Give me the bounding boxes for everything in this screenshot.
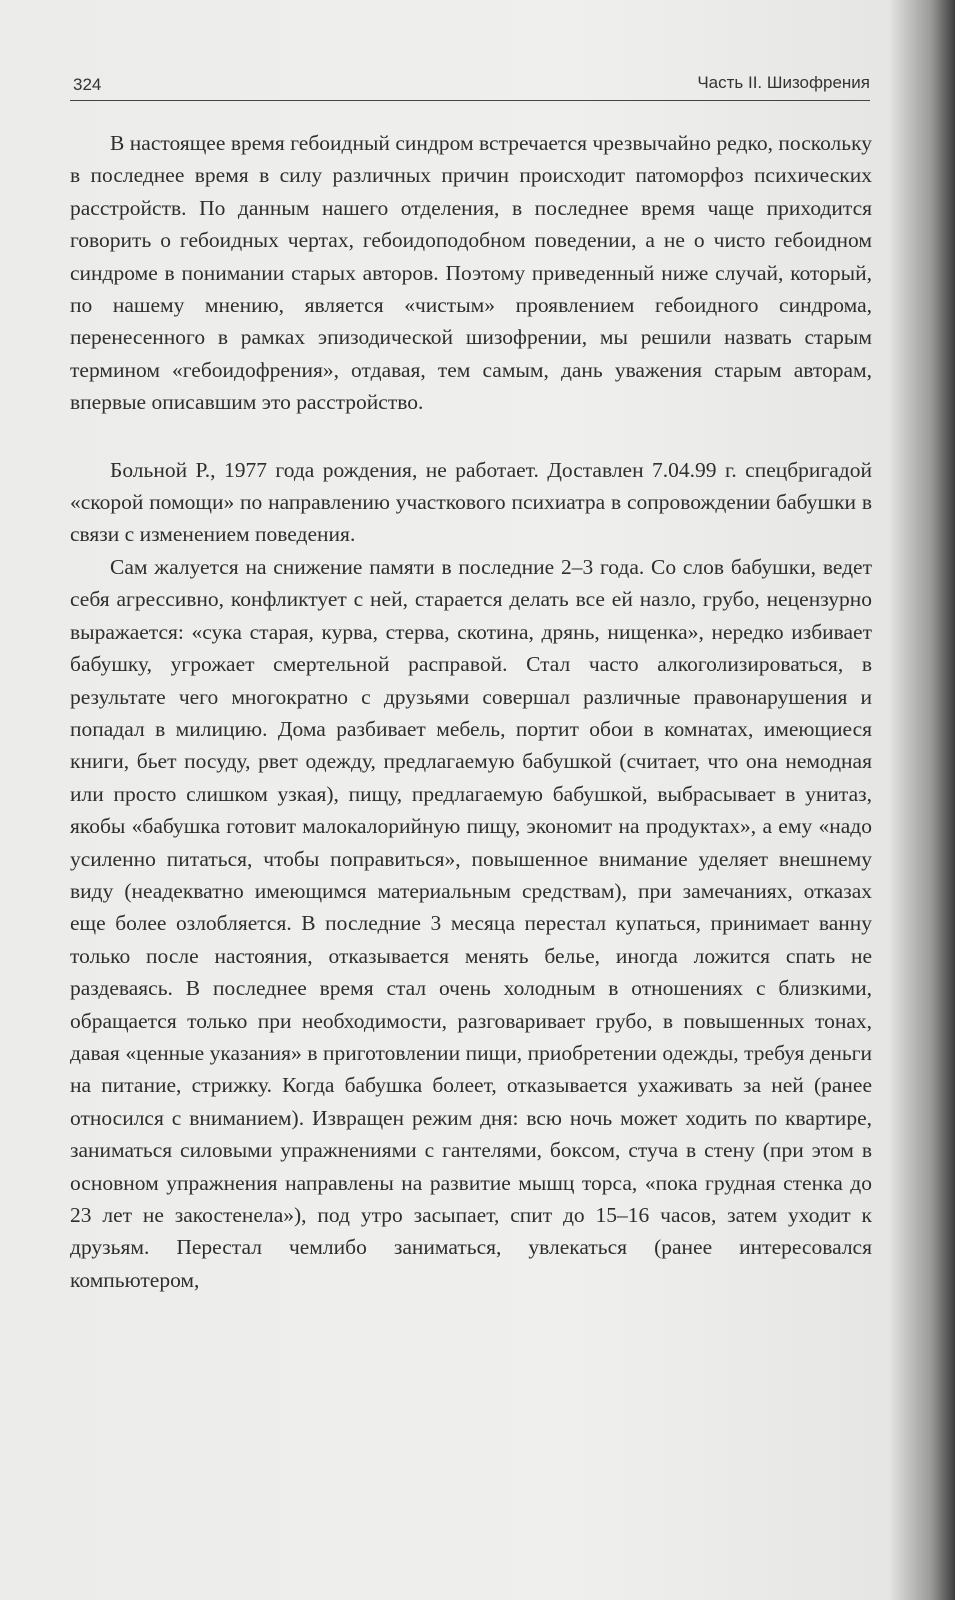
page-header — [70, 70, 870, 101]
paragraph-complaints: Сам жалуется на снижение памяти в последние 2–3 года. Со слов бабушки, ведет себя агрессивно, конфликтует с ней, старается делать все ей назло, грубо, нецензурно выражается: «сука старая, курва, стерва, скотина, дрянь, нищенка», нередко избивает бабушку, угрожает смертельной расправой. Стал часто алкоголизироваться, в результате чего многократно с друзьями совершал различные правонарушения и попадал в милицию. Дома разбивает мебель, портит обои в комнатах, имеющиеся книги, бьет посуду, рвет одежду, предлагаемую бабушкой (считает, что она немодная или просто слишком узкая), пищу, предлагаемую бабушкой, выбрасывает в унитаз, якобы «бабушка готовит малокалорийную пищу, экономит на продуктах», а ему «надо усиленно питаться, чтобы поправиться», повышенное внимание уделяет внешнему виду (неадекватно имеющимся материальным средствам), при замечаниях, отказах еще более озлобляется. В последние 3 месяца перестал купаться, принимает ванну только после настояния, отказывается менять белье, иногда ложится спать не раздеваясь. В последнее время стал очень холодным в отношениях с близкими, обращается только при необходимости, разговаривает грубо, в повышенных тонах, давая «ценные указания» в приготовлении пищи, приобретении одежды, требуя деньги на питание, стрижку. Когда бабушка болеет, отказывается ухаживать за ней (ранее относился с вниманием). Извращен режим дня: всю ночь может ходить по квартире, заниматься силовыми упражнениями с гантелями, боксом, стуча в стену (при этом в основном упражнения направлены на развитие мышц торса, «пока грудная стенка до 23 лет не закостенела»), под утро засыпает, спит до 15–16 часов, затем уходит к друзьям. Перестал чемлибо заниматься, увлекаться (ранее интересовался компьютером, — [70, 554, 872, 1292]
page-number: 324 — [73, 75, 102, 94]
running-title: Часть II. Шизофрения — [697, 73, 870, 92]
paragraph-gap — [70, 419, 872, 454]
paragraph-intro: В настоящее время гебоидный синдром встречается чрезвычайно редко, поскольку в последнее время в силу различных причин происходит патоморфоз психических расстройств. По данным нашего отделения, в последнее время чаще приходится говорить о гебоидных чертах, гебоидоподобном поведении, а не о чисто гебоидном синдроме в понимании старых авторов. Поэтому приведенный ниже случай, который, по нашему мнению, является «чистым» проявлением гебоидного синдрома, перенесенного в рамках эпизодической шизофрении, мы решили назвать старым термином «гебоидофрения», отдавая, тем самым, дань уважения старым авторам, впервые описавшим это расстройство. — [70, 131, 872, 415]
paragraph-case-admission: Больной Р., 1977 года рождения, не работает. Доставлен 7.04.99 г. спецбригадой «скорой помощи» по направлению участкового психиатра в сопровождении бабушки в связи с изменением поведения. — [70, 457, 872, 547]
body-text — [70, 127, 872, 1296]
